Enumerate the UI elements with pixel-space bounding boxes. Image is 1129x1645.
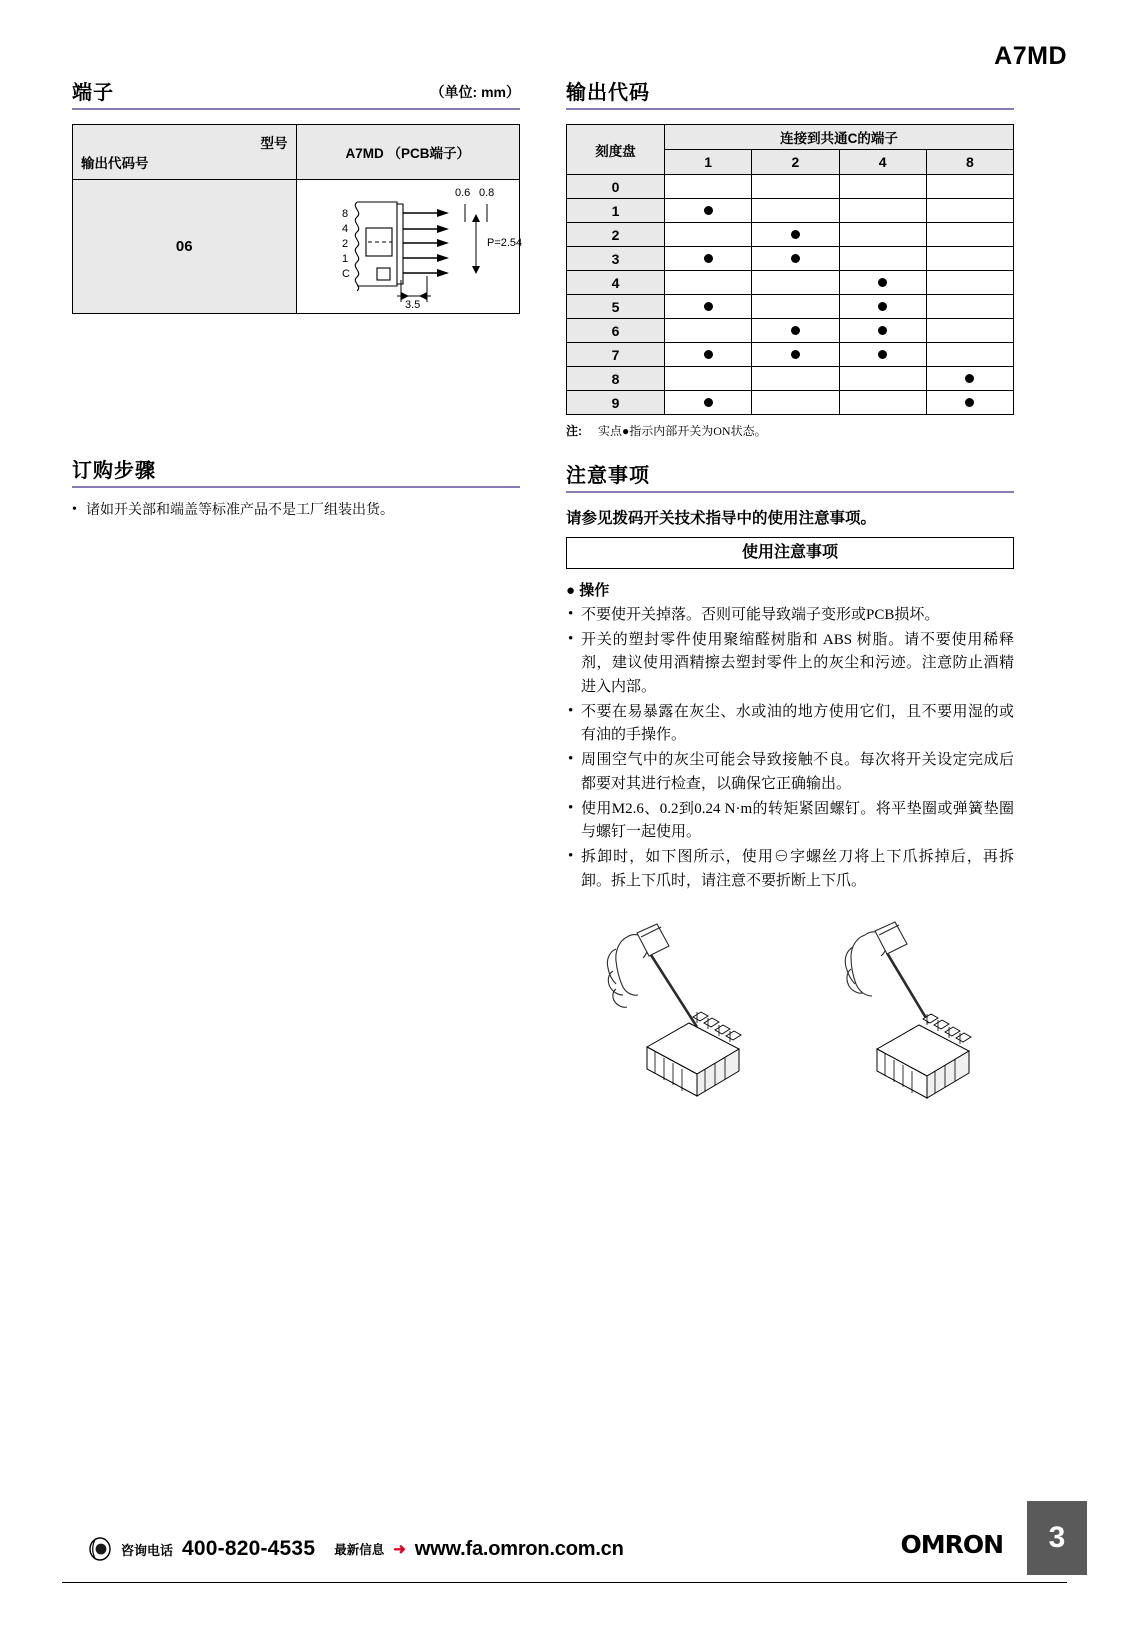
table-row <box>567 391 1014 415</box>
consult-label: 咨询电话 <box>121 1542 174 1558</box>
column-header-8: 8 <box>926 150 1013 175</box>
output-code-section-header <box>566 82 1014 110</box>
table-row <box>567 247 1014 271</box>
pin-label-8: 8 <box>341 208 348 220</box>
terminals-header-left <box>73 125 297 180</box>
table-row <box>567 175 1014 199</box>
terminal-cell-1 <box>665 343 752 367</box>
switch-on-dot-icon <box>704 206 713 215</box>
terminal-cell-4 <box>839 247 926 271</box>
terminal-cell-2 <box>752 175 839 199</box>
terminal-cell-1 <box>665 271 752 295</box>
terminal-cell-8 <box>926 367 1013 391</box>
precautions-lead: 请参见拨码开关技术指导中的使用注意事项。 <box>566 510 877 527</box>
column-header-1: 1 <box>665 150 752 175</box>
dial-header: 刻度盘 <box>567 125 665 175</box>
switch-on-dot-icon <box>878 350 887 359</box>
switch-on-dot-icon <box>704 302 713 311</box>
terminals-heading: 端子 <box>72 82 114 104</box>
dial-value: 7 <box>567 343 665 367</box>
list-item: • 诸如开关部和端盖等标准产品不是工厂组装出货。 <box>72 500 520 522</box>
terminals-header-output-code: 输出代码号 <box>81 156 149 171</box>
switch-on-dot-icon <box>704 350 713 359</box>
terminals-table <box>72 124 520 314</box>
terminals-unit-note: （单位: mm） <box>430 84 520 100</box>
terminal-cell-2 <box>752 223 839 247</box>
list-item: • 拆卸时，如下图所示，使用⊖字螺丝刀将上下爪拆掉后，再拆卸。拆上下爪时，请注意不要折断上下爪。 <box>566 846 1014 893</box>
footer-contact <box>88 1537 624 1561</box>
precautions-subsection-title: ● 操作 <box>566 582 610 599</box>
terminals-section-header <box>72 82 520 110</box>
switch-on-dot-icon <box>878 326 887 335</box>
list-item: • 不要在易暴露在灰尘、水或油的地方使用它们，且不要用湿的或有油的手操作。 <box>566 701 1014 748</box>
terminals-table-header-row <box>73 125 520 180</box>
terminal-cell-4 <box>839 295 926 319</box>
terminal-cell-1 <box>665 319 752 343</box>
page-footer <box>0 1513 1129 1567</box>
output-code-rows <box>567 175 1014 415</box>
pin-label-2: 2 <box>341 238 348 250</box>
terminal-cell-2 <box>752 295 839 319</box>
disassembly-figure-right <box>821 919 991 1104</box>
consult-phone: 400-820-4535 <box>182 1537 316 1560</box>
column-header-2: 2 <box>752 150 839 175</box>
switch-on-dot-icon <box>791 350 800 359</box>
arrow-right-icon: ➜ <box>393 1541 406 1558</box>
dial-value: 9 <box>567 391 665 415</box>
dial-value: 4 <box>567 271 665 295</box>
switch-on-dot-icon <box>965 398 974 407</box>
terminal-cell-1 <box>665 247 752 271</box>
output-code-section <box>566 82 1014 439</box>
consultation-icon <box>88 1537 112 1561</box>
list-item: • 不要使开关掉落。否则可能导致端子变形或PCB损坏。 <box>566 604 1014 628</box>
terminal-cell-8 <box>926 343 1013 367</box>
footer-divider <box>62 1582 1067 1583</box>
terminals-header-variant: A7MD （PCB端子） <box>296 125 520 180</box>
left-column <box>72 82 520 522</box>
model-code-header: A7MD <box>994 42 1067 70</box>
omron-logo: OMRON <box>900 1530 1003 1559</box>
ordering-section <box>72 460 520 522</box>
switch-on-dot-icon <box>965 374 974 383</box>
dial-value: 2 <box>567 223 665 247</box>
ordering-list <box>72 500 520 522</box>
dial-value: 0 <box>567 175 665 199</box>
table-row <box>567 367 1014 391</box>
precautions-box-title: 使用注意事项 <box>566 537 1014 569</box>
terminal-cell-4 <box>839 199 926 223</box>
table-row <box>567 343 1014 367</box>
pin-label-4: 4 <box>341 223 348 235</box>
dial-value: 3 <box>567 247 665 271</box>
latest-info-label: 最新信息 <box>334 1543 385 1557</box>
terminal-cell-1 <box>665 295 752 319</box>
precautions-heading: 注意事项 <box>566 465 650 487</box>
terminal-cell-4 <box>839 223 926 247</box>
terminal-cell-8 <box>926 223 1013 247</box>
terminal-cell-2 <box>752 271 839 295</box>
ordering-section-header <box>72 460 520 488</box>
terminal-cell-2 <box>752 367 839 391</box>
switch-on-dot-icon <box>704 254 713 263</box>
table-row <box>567 319 1014 343</box>
switch-on-dot-icon <box>791 326 800 335</box>
dial-value: 1 <box>567 199 665 223</box>
table-row <box>567 223 1014 247</box>
terminal-cell-1 <box>665 199 752 223</box>
terminal-cell-2 <box>752 247 839 271</box>
precautions-section-header <box>566 465 1014 493</box>
terminal-cell-8 <box>926 319 1013 343</box>
terminal-cell-2 <box>752 391 839 415</box>
terminals-header-model: 型号 <box>260 136 288 151</box>
terminal-cell-4 <box>839 319 926 343</box>
column-header-4: 4 <box>839 150 926 175</box>
table-row <box>567 199 1014 223</box>
terminal-cell-2 <box>752 319 839 343</box>
terminal-cell-8 <box>926 199 1013 223</box>
list-item: • 使用M2.6、0.2到0.24 N·m的转矩紧固螺钉。将平垫圈或弹簧垫圈与螺钉一起使用。 <box>566 798 1014 845</box>
switch-on-dot-icon <box>704 398 713 407</box>
switch-on-dot-icon <box>878 278 887 287</box>
terminal-cell-8 <box>926 247 1013 271</box>
terminal-cell-4 <box>839 343 926 367</box>
pin-label-1: 1 <box>341 253 348 265</box>
output-code-heading: 输出代码 <box>566 82 650 104</box>
dial-value: 5 <box>567 295 665 319</box>
terminal-cell-2 <box>752 199 839 223</box>
terminal-cell-2 <box>752 343 839 367</box>
output-code-table <box>566 124 1014 415</box>
disassembly-figures <box>566 919 1014 1104</box>
terminal-cell-4 <box>839 271 926 295</box>
note-text: 实点●指示内部开关为ON状态。 <box>598 424 767 438</box>
terminal-cell-4 <box>839 391 926 415</box>
note-label: 注: <box>566 424 582 438</box>
pin-label-C: C <box>341 268 350 280</box>
disassembly-figure-left <box>589 919 759 1104</box>
output-code-note <box>566 422 1014 439</box>
omron-website-url[interactable]: www.fa.omron.com.cn <box>414 1537 624 1560</box>
dim-0-8: 0.8 <box>478 187 494 199</box>
terminals-code-value: 06 <box>73 180 297 314</box>
page-number-tab: 3 <box>1027 1501 1087 1575</box>
terminal-cell-4 <box>839 175 926 199</box>
terminal-cell-8 <box>926 391 1013 415</box>
dial-value: 6 <box>567 319 665 343</box>
table-row <box>567 271 1014 295</box>
terminal-cell-1 <box>665 175 752 199</box>
terminal-cell-4 <box>839 367 926 391</box>
switch-on-dot-icon <box>791 254 800 263</box>
terminals-table-row <box>73 180 520 314</box>
output-code-group-header-row <box>567 125 1014 150</box>
table-row <box>567 295 1014 319</box>
terminal-cell-8 <box>926 271 1013 295</box>
terminal-cell-8 <box>926 175 1013 199</box>
precautions-list <box>566 604 1014 893</box>
right-column <box>566 82 1014 1104</box>
terminal-cell-1 <box>665 223 752 247</box>
list-item: • 开关的塑封零件使用聚缩醛树脂和 ABS 树脂。请不要使用稀释剂，建议使用酒精擦去塑封零件上的灰尘和污迹。注意防止酒精进入内部。 <box>566 629 1014 700</box>
dim-3-5: 3.5 <box>404 299 420 308</box>
dial-value: 8 <box>567 367 665 391</box>
switch-on-dot-icon <box>791 230 800 239</box>
terminal-cell-1 <box>665 391 752 415</box>
switch-on-dot-icon <box>878 302 887 311</box>
terminal-cell-1 <box>665 367 752 391</box>
precautions-section <box>566 465 1014 1104</box>
list-item: • 周围空气中的灰尘可能会导致接触不良。每次将开关设定完成后都要对其进行检查，以确保它正确输出。 <box>566 749 1014 796</box>
common-c-group-header: 连接到共通C的端子 <box>665 125 1014 150</box>
terminals-section <box>72 82 520 314</box>
terminals-figure-cell <box>296 180 520 314</box>
ordering-heading: 订购步骤 <box>72 460 156 482</box>
terminal-cell-8 <box>926 295 1013 319</box>
dim-0-6: 0.6 <box>454 187 470 199</box>
dim-pitch: P=2.54 <box>486 237 522 249</box>
